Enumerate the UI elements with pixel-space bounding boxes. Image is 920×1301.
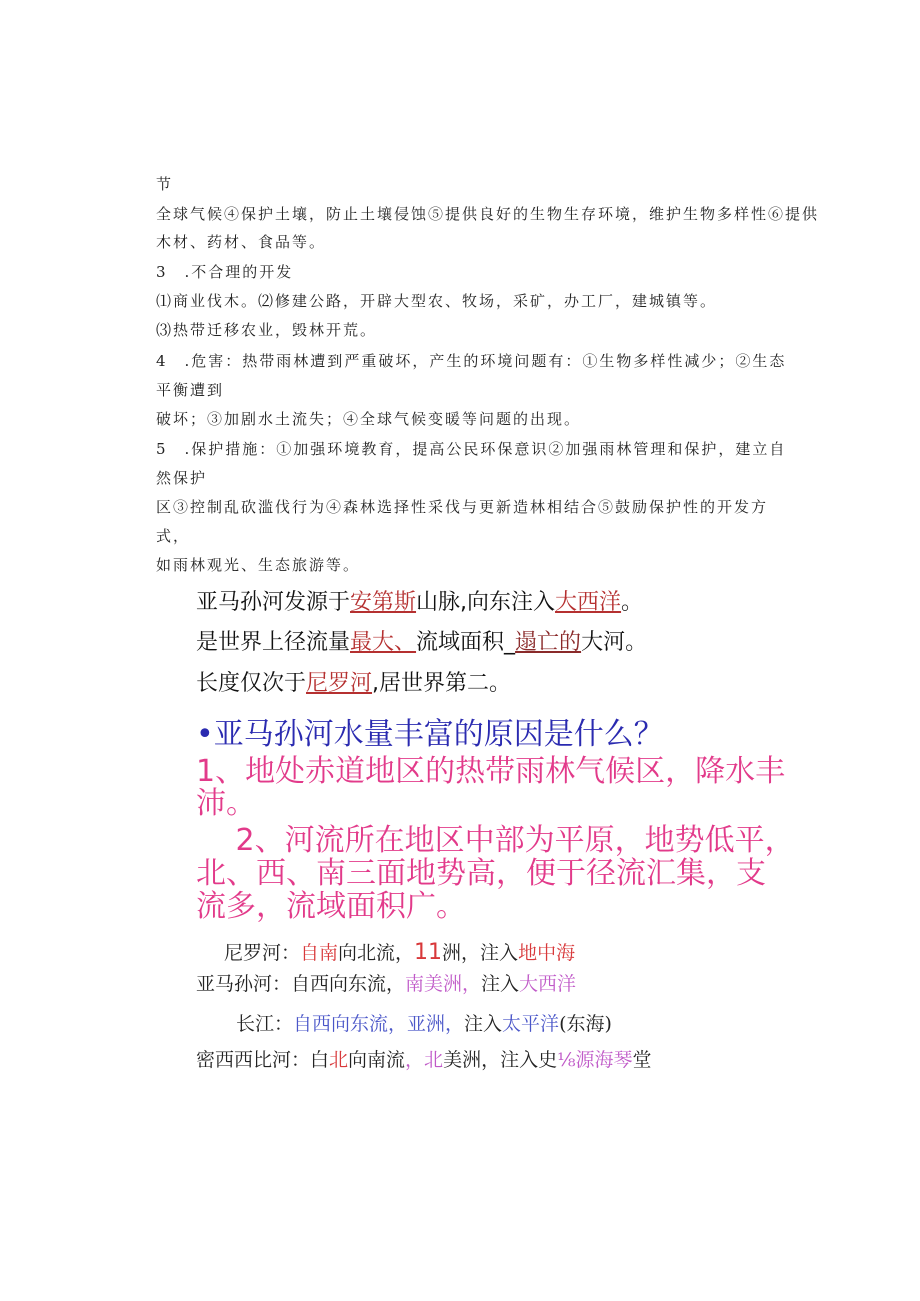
amazon-sentence-1 [196, 588, 643, 618]
text: 流域面积_ [416, 630, 516, 655]
text: 堂 [632, 1049, 652, 1071]
note-line-12: 区③控制乱砍滥伐行为④森林选择性采伐与更新造林相结合⑤鼓励保护性的开发方 [156, 498, 769, 516]
question-heading: •亚马孙河水量丰富的原因是什么？ [196, 717, 664, 752]
text: ,居世界第二。 [372, 671, 512, 696]
text: 山脉,向东注入 [416, 590, 556, 615]
note-line-4: 3 .不合理的开发 [156, 263, 294, 281]
fill-in-answer: 南美洲， [405, 973, 482, 995]
note-line-8: 平衡遭到 [156, 381, 225, 399]
text: 亚马孙河：自西向东流， [196, 973, 406, 995]
text: 洲，注入 [442, 942, 519, 964]
note-line-11: 然保护 [156, 469, 208, 487]
text: 注入 [464, 1013, 503, 1035]
note-line-5: ⑴商业伐木。⑵修建公路，开辟大型农、牧场，采矿，办工厂，建城镇等。 [156, 292, 718, 310]
text: 密西西比河：白 [196, 1049, 330, 1071]
answer-line-5: 流多，流域面积广。 [196, 889, 466, 924]
text: 长度仅次于 [196, 671, 307, 696]
amazon-sentence-2 [196, 628, 647, 658]
note-line-2: 全球气候④保护土壤，防止土壤侵蚀⑤提供良好的生物生存环境，维护生物多样性⑥提供 [156, 205, 820, 223]
note-line-6: ⑶热带迁移农业，毁林开荒。 [156, 321, 378, 339]
fill-in-answer: 大西洋 [555, 590, 622, 615]
text: 尼罗河： [224, 942, 301, 964]
river-amazon [196, 971, 576, 997]
text: 长江： [236, 1013, 294, 1035]
text: 向北流， [338, 942, 415, 964]
note-line-9: 破坏；③加剧水土流失；④全球气候变暖等问题的出现。 [156, 410, 582, 428]
text: 注入 [481, 973, 520, 995]
fill-in-answer: 北 [329, 1049, 349, 1071]
note-line-14: 如雨林观光、生态旅游等。 [156, 556, 361, 574]
note-line-7: 4 .危害：热带雨林遭到严重破坏，产生的环境问题有：①生物多样性减少；②生态 [156, 352, 787, 370]
fill-in-answer: 自南 [300, 942, 339, 964]
fill-in-answer: 11 [414, 940, 443, 965]
fill-in-answer: 自西向东流，亚洲， [293, 1013, 465, 1035]
note-line-10: 5 .保护措施：①加强环境教育，提高公民环保意识②加强雨林管理和保护，建立自 [156, 440, 787, 458]
note-line-3: 木材、药材、食品等。 [156, 233, 327, 251]
text: 是世界上径流量 [196, 630, 351, 655]
fill-in-answer: ⅛源海琴 [557, 1049, 633, 1071]
fill-in-answer: 大西洋 [519, 973, 577, 995]
fill-in-answer: 地中海 [518, 942, 576, 964]
text: (东海) [559, 1013, 612, 1035]
river-mississippi [196, 1047, 652, 1073]
answer-line-3: 2、河流所在地区中部为平原，地势低平， [196, 823, 795, 858]
text: 亚马孙河发源于 [196, 590, 351, 615]
fill-in-answer: 最大、 [350, 630, 417, 655]
amazon-sentence-3 [196, 669, 511, 699]
river-nile [224, 940, 575, 966]
answer-line-2: 沛。 [196, 786, 256, 821]
text: 。 [621, 590, 644, 615]
text: 向南流 [348, 1049, 406, 1071]
river-yangtze [236, 1011, 612, 1037]
text: 大河。 [581, 630, 648, 655]
text: 美洲，注入史 [443, 1049, 558, 1071]
fill-in-answer: 安第斯 [350, 590, 417, 615]
note-line-1: 节 [156, 175, 174, 193]
fill-in-answer: 太平洋 [502, 1013, 560, 1035]
fill-in-answer: 遢亡的 [515, 630, 582, 655]
answer-line-1: 1、地处赤道地区的热带雨林气候区，降水丰 [196, 754, 786, 789]
fill-in-answer: 尼罗河 [306, 671, 373, 696]
note-line-13: 式， [156, 527, 191, 545]
answer-line-4: 北、西、南三面地势高，便于径流汇集，支 [196, 856, 766, 891]
fill-in-answer: ，北 [405, 1049, 444, 1071]
